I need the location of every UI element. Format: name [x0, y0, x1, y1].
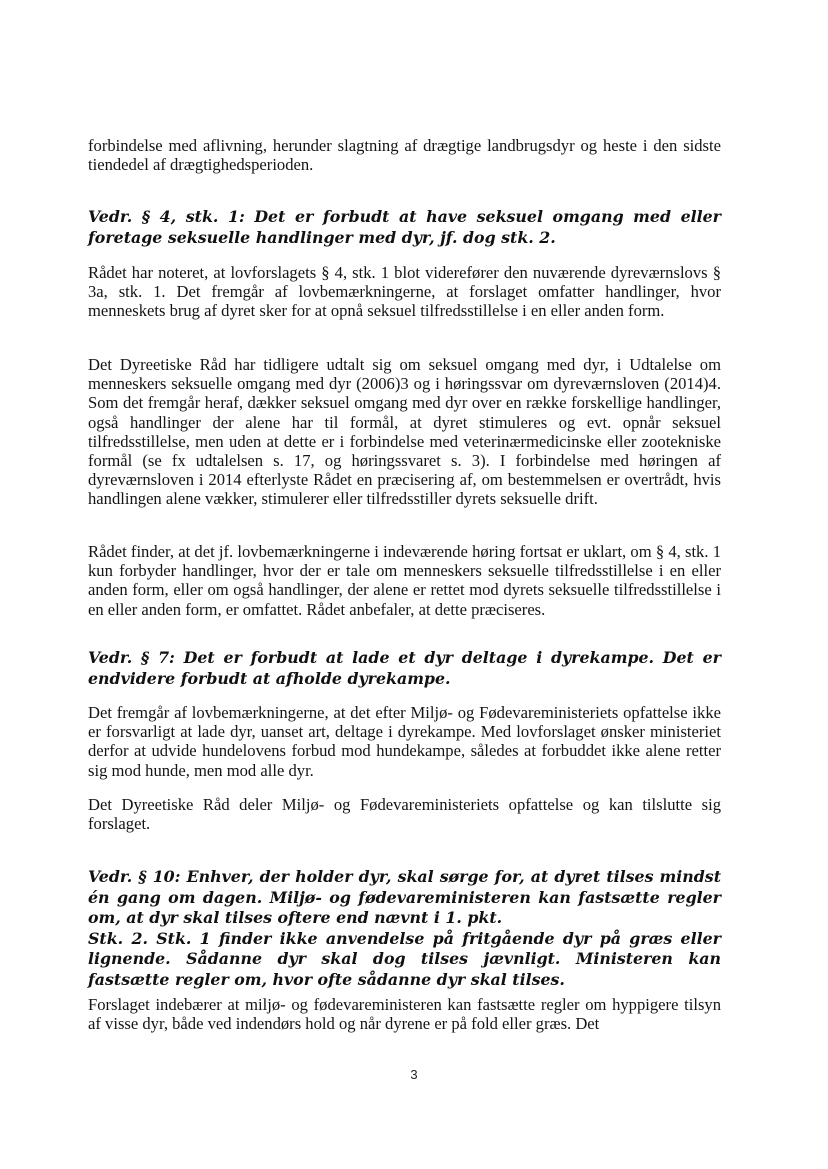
section-heading-4 [88, 207, 721, 248]
heading-text: Vedr. § 10: Enhver, der holder dyr, skal sørge for, at dyret tilses mindst én gang om dagen. Miljø- og fødevareministeren kan fastsætte regler om, at dyr skal tilses oftere end nævnt i 1. pkt. [88, 867, 721, 927]
paragraph-prior-statement [88, 355, 721, 509]
page-number: 3 [410, 1067, 418, 1082]
body-text: Rådet finder, at det jf. lovbemærkningerne i indeværende høring fortsat er uklart, om § 4, stk. 1 kun forbyder handlinger, hvor der er tale om menneskers seksuelle tilfredsstillelse i en eller anden form, eller om også handlinger, der alene er rettet mod dyrets seksuelle tilfredsstillelse i en eller anden form, er omfattet. Rådet anbefaler, at dette præciseres. [88, 542, 721, 619]
paragraph-7-note [88, 703, 721, 780]
paragraph-continuation [88, 136, 721, 174]
section-heading-10 [88, 867, 721, 990]
paragraph-7-agreement [88, 795, 721, 833]
heading-text-stk-2: Stk. 2. Stk. 1 finder ikke anvendelse på fritgående dyr på græs eller lignende. Sådanne dyr skal dog tilses jævnligt. Ministeren kan fastsætte regler om, hvor ofte sådanne dyr skal tilses. [88, 928, 721, 989]
paragraph-10-note [88, 995, 721, 1033]
paragraph-recommendation [88, 542, 721, 619]
heading-text: Vedr. § 7: Det er forbudt at lade et dyr deltage i dyrekampe. Det er endvidere forbudt at afholde dyrekampe. [88, 648, 721, 688]
body-text: Forslaget indebærer at miljø- og fødevareministeren kan fastsætte regler om hyppigere tilsyn af visse dyr, både ved indendørs hold og når dyrene er på fold eller græs. Det [88, 995, 721, 1034]
paragraph-4-note [88, 263, 721, 321]
body-text: Det Dyreetiske Råd har tidligere udtalt sig om seksuel omgang med dyr, i Udtalelse om menneskers seksuelle omgang med dyr (2006)3 og i høringssvar om dyreværnsloven (2014)4. Som det fremgår heraf, dækker seksuel omgang med dyr over en række forskellige handlinger, også handlinger der alene har til formål, at dyret stimuleres og evt. opnår seksuel tilfredsstillelse, men uden at dette er i forbindelse med veterinærmedicinske eller zootekniske formål (se fx udtalelsen s. 17, og høringssvaret s. 3). I forbindelse med høringen af dyreværnsloven i 2014 efterlyste Rådet en præcisering af, om bestemmelsen er overtrådt, hvis handlingen alene vækker, stimulerer eller tilfredsstiller dyrets seksuelle drift. [88, 355, 721, 509]
body-text: Det Dyreetiske Råd deler Miljø- og Fødevareministeriets opfattelse og kan tilslutte sig forslaget. [88, 795, 721, 834]
body-text: Det fremgår af lovbemærkningerne, at det efter Miljø- og Fødevareministeriets opfattelse ikke er forsvarligt at lade dyr, uanset art, deltage i dyrekampe. Med lovforslaget ønsker ministeriet derfor at udvide hundelovens forbud mod hundekampe, således at forbuddet ikke alene retter sig mod hunde, men mod alle dyr. [88, 703, 721, 780]
body-text: forbindelse med aflivning, herunder slagtning af drægtige landbrugsdyr og heste i den sidste tiendedel af drægtighedsperioden. [88, 136, 721, 175]
heading-text: Vedr. § 4, stk. 1: Det er forbudt at have seksuel omgang med eller foretage seksuelle handlinger med dyr, jf. dog stk. 2. [88, 207, 721, 247]
body-text: Rådet har noteret, at lovforslagets § 4, stk. 1 blot viderefører den nuværende dyreværnslovs § 3a, stk. 1. Det fremgår af lovbemærkningerne, at forslaget omfatter handlinger, hvor menneskets brug af dyret sker for at opnå seksuel tilfredsstillelse i en eller anden form. [88, 263, 721, 321]
section-heading-7 [88, 648, 721, 689]
